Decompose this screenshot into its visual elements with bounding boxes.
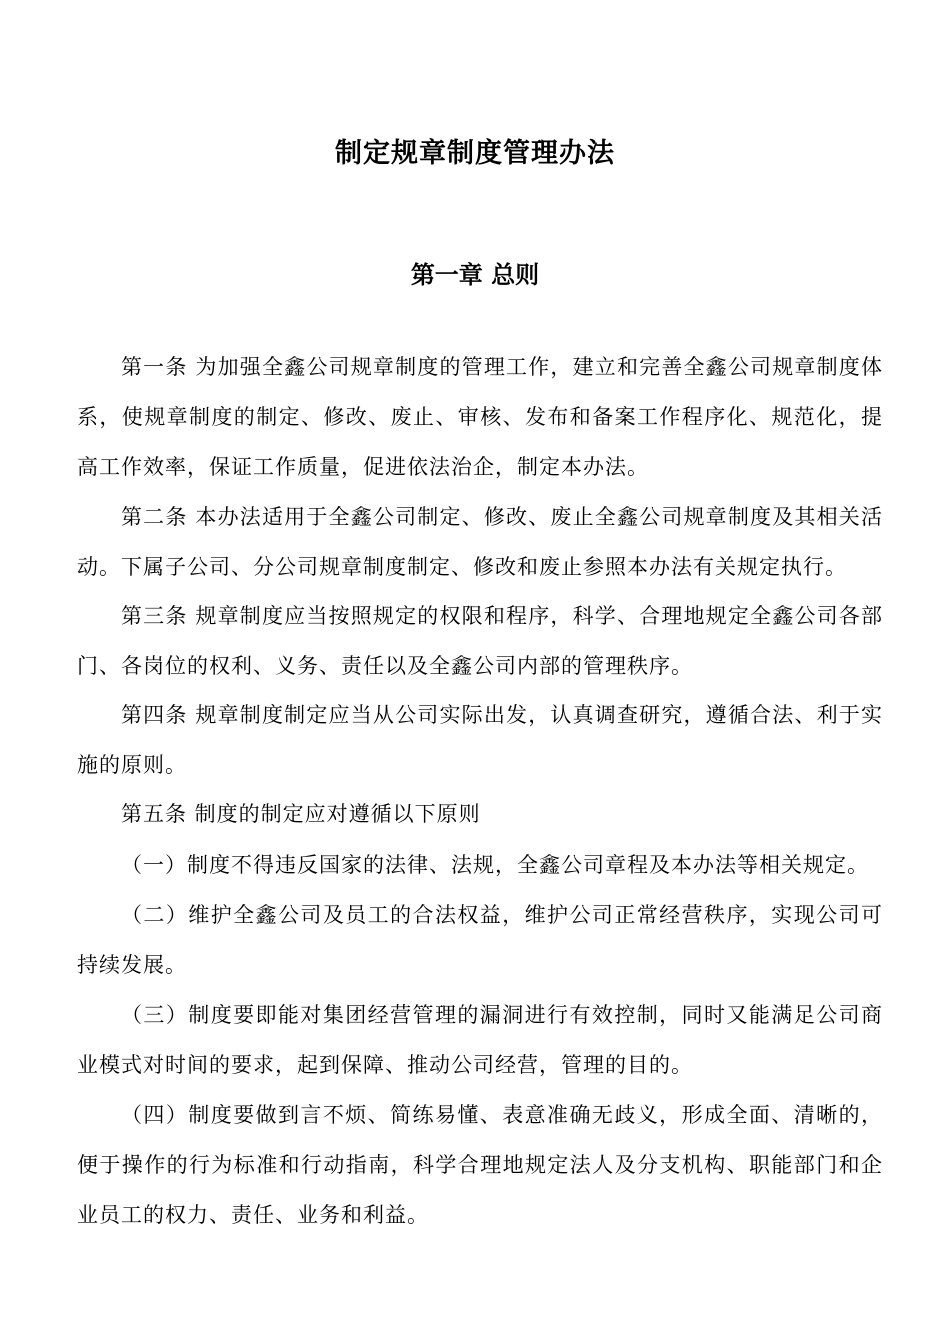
article-4: 第四条 规章制度制定应当从公司实际出发，认真调查研究，遵循合法、利于实施的原则。 xyxy=(77,703,883,777)
document-title: 制定规章制度管理办法 xyxy=(335,138,615,169)
principle-3: （三）制度要即能对集团经营管理的漏洞进行有效控制，同时又能满足公司商业模式对时间的要求，起到保障、推动公司经营，管理的目的。 xyxy=(77,1003,883,1077)
article-5: 第五条 制度的制定应对遵循以下原则 xyxy=(121,802,481,826)
principle-2: （二）维护全鑫公司及员工的合法权益，维护公司正常经营秩序，实现公司可持续发展。 xyxy=(77,903,883,977)
article-3: 第三条 规章制度应当按照规定的权限和程序，科学、合理地规定全鑫公司各部门、各岗位的权利、义务、责任以及全鑫公司内部的管理秩序。 xyxy=(77,604,883,678)
chapter-heading: 第一章 总则 xyxy=(410,261,540,289)
principle-1: （一）制度不得违反国家的法律、法规，全鑫公司章程及本办法等相关规定。 xyxy=(121,853,869,877)
article-2: 第二条 本办法适用于全鑫公司制定、修改、废止全鑫公司规章制度及其相关活动。下属子公司、分公司规章制度制定、修改和废止参照本办法有关规定执行。 xyxy=(77,505,883,579)
article-1: 第一条 为加强全鑫公司规章制度的管理工作，建立和完善全鑫公司规章制度体系，使规章制度的制定、修改、废止、审核、发布和备案工作程序化、规范化，提高工作效率，保证工作质量，促进依法治企，制定本办法。 xyxy=(77,355,883,479)
principle-4: （四）制度要做到言不烦、简练易懂、表意准确无歧义，形成全面、清晰的，便于操作的行为标准和行动指南，科学合理地规定法人及分支机构、职能部门和企业员工的权力、责任、业务和利益。 xyxy=(77,1103,883,1227)
